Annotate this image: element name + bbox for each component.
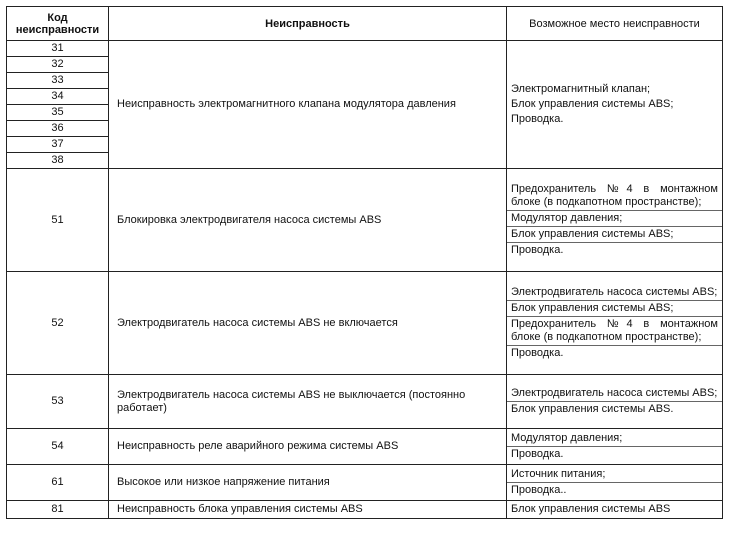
table-row	[7, 429, 723, 465]
code-cell: 32	[7, 57, 109, 73]
header-fault: Неисправность	[109, 7, 507, 41]
fault-cell: Высокое или низкое напряжение питания	[109, 465, 507, 501]
fault-cell: Блокировка электродвигателя насоса системы ABS	[109, 169, 507, 272]
fault-cell: Неисправность электромагнитного клапана модулятора давления	[109, 41, 507, 169]
fault-cell: Неисправность реле аварийного режима системы ABS	[109, 429, 507, 465]
location-cell	[507, 169, 723, 272]
code-cell: 34	[7, 89, 109, 105]
location-item: Проводка.	[511, 113, 564, 125]
fault-cell: Электродвигатель насоса системы ABS не включается	[109, 272, 507, 375]
code-cell: 54	[7, 429, 109, 465]
header-code: Код неисправности	[7, 7, 109, 41]
location-item: Блок управления системы ABS;	[507, 226, 722, 242]
location-cell	[507, 501, 723, 519]
location-cell	[507, 41, 723, 169]
location-cell	[507, 429, 723, 465]
location-item: Блок управления системы ABS;	[511, 98, 674, 110]
location-item: Электродвигатель насоса системы ABS;	[511, 387, 718, 399]
location-cell	[507, 465, 723, 501]
fault-cell: Неисправность блока управления системы ABS	[109, 501, 507, 519]
table-row	[7, 169, 723, 272]
location-cell	[507, 272, 723, 375]
table-row	[7, 375, 723, 429]
table-row	[7, 41, 723, 57]
location-item: Блок управления системы ABS;	[507, 300, 722, 316]
location-cell	[507, 375, 723, 429]
location-item: Модулятор давления;	[511, 432, 623, 444]
location-item: Предохранитель №4 в монтажном блоке (в подкапотном пространстве);	[511, 183, 718, 208]
fault-cell: Электродвигатель насоса системы ABS не выключается (постоянно работает)	[109, 375, 507, 429]
location-item: Проводка.	[507, 242, 722, 258]
table-row	[7, 465, 723, 501]
location-item: Проводка..	[507, 482, 722, 498]
location-item: Блок управления системы ABS.	[507, 401, 722, 417]
code-cell: 52	[7, 272, 109, 375]
code-cell: 38	[7, 153, 109, 169]
location-item: Предохранитель №4 в монтажном блоке (в подкапотном пространстве);	[507, 316, 722, 345]
code-cell: 31	[7, 41, 109, 57]
code-cell: 33	[7, 73, 109, 89]
fault-codes-table	[6, 6, 723, 519]
code-cell: 51	[7, 169, 109, 272]
code-cell: 53	[7, 375, 109, 429]
code-cell: 35	[7, 105, 109, 121]
location-item: Электромагнитный клапан;	[511, 83, 651, 95]
header-location: Возможное место неисправности	[507, 7, 723, 41]
location-item: Блок управления системы ABS	[511, 503, 671, 515]
location-item: Проводка.	[507, 446, 722, 462]
location-item: Модулятор давления;	[507, 210, 722, 226]
code-cell: 36	[7, 121, 109, 137]
code-cell: 61	[7, 465, 109, 501]
location-item: Электродвигатель насоса системы ABS;	[511, 286, 718, 298]
fault-codes-table-wrapper	[6, 6, 722, 519]
code-cell: 81	[7, 501, 109, 519]
location-item: Источник питания;	[511, 468, 606, 480]
location-item: Проводка.	[507, 345, 722, 361]
header-row	[7, 7, 723, 41]
code-cell: 37	[7, 137, 109, 153]
table-row	[7, 501, 723, 519]
table-row	[7, 272, 723, 375]
